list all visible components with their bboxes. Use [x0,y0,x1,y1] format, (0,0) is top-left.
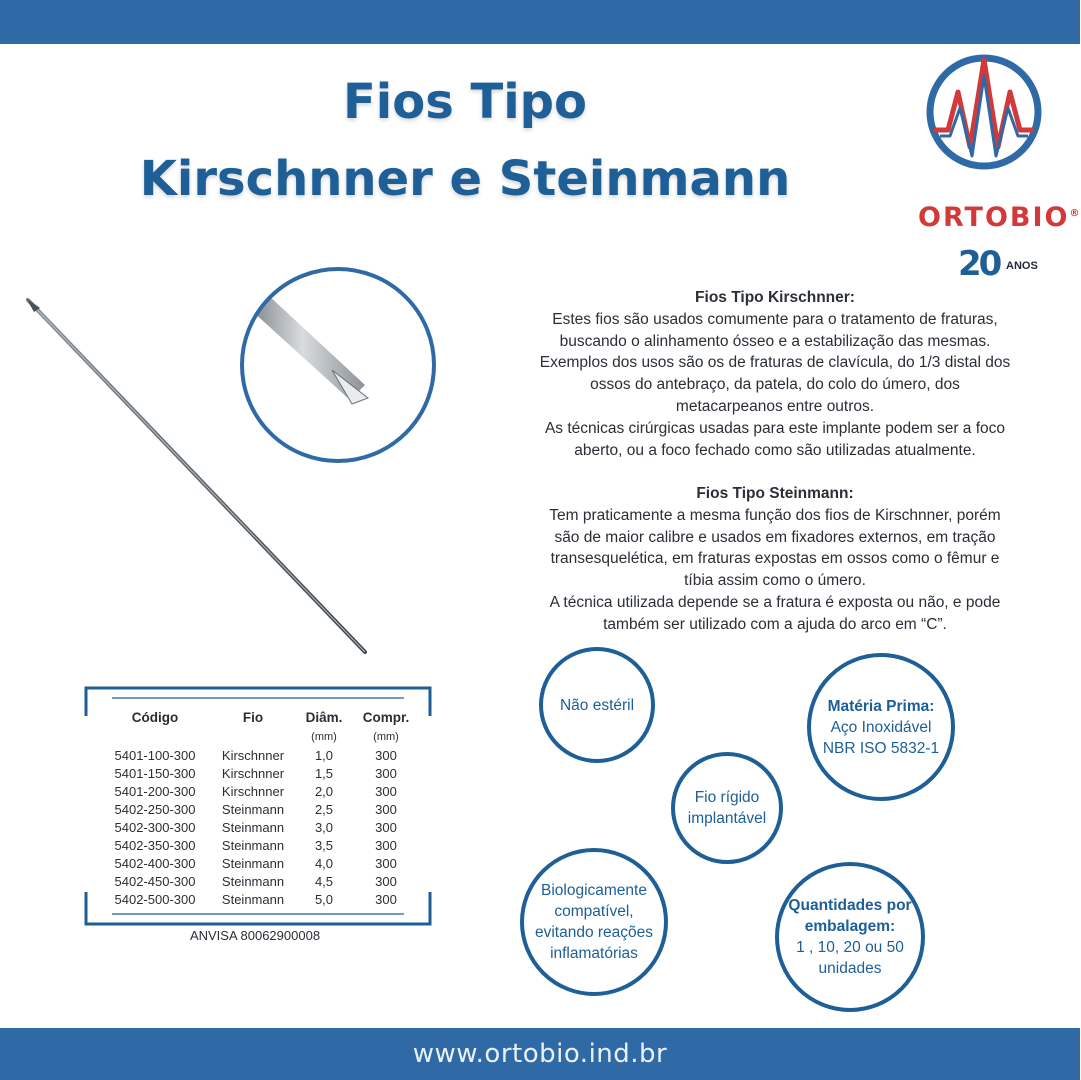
desc-line: Estes fios são usados comumente para o tratamento de fraturas, [552,310,998,328]
cell-fio: Kirschnner [221,747,285,763]
cell-codigo: 5402-350-300 [114,837,196,853]
desc-line: ossos do antebraço, da patela, do colo do úmero, dos [590,376,960,394]
col-codigo: Código [131,709,179,725]
logo-years-label: ANOS [1006,260,1038,272]
unit-cell [210,728,296,746]
kirschnner-heading: Fios Tipo Kirschnner: [695,289,855,306]
table-row [100,818,420,836]
anvisa-registration: ANVISA 80062900008 [189,928,321,943]
feature-qtd-line: 1 , 10, 20 ou 50 [796,939,904,956]
cell-diametro: 3,5 [314,837,334,853]
col-comprimento: Compr. [362,709,410,725]
feature-qtd-heading: embalagem: [804,918,896,935]
steinmann-description [520,483,1030,636]
feature-materia-line: Aço Inoxidável [830,718,932,736]
feature-bio-line: compatível, [554,903,634,920]
cell-codigo: 5402-450-300 [114,873,196,889]
desc-line: A técnica utilizada depende se a fratura é exposta ou não, e pode [549,593,1001,611]
cell-comprimento: 300 [375,783,397,799]
page-title-line2: Kirschnner e Steinmann [139,151,791,207]
table-row [100,836,420,854]
feature-fio-rigido-line: implantável [687,810,767,827]
cell-diametro: 2,0 [314,783,334,799]
cell-comprimento: 300 [375,855,397,871]
feature-materia-line: NBR ISO 5832-1 [822,739,940,757]
table-row [100,800,420,818]
kirschnner-description [520,287,1030,461]
cell-fio: Steinmann [221,855,285,871]
steinmann-heading: Fios Tipo Steinmann: [696,485,854,502]
cell-diametro: 4,0 [314,855,334,871]
desc-line: As técnicas cirúrgicas usadas para este implante podem ser a foco [544,419,1006,437]
table-header-row [100,706,420,728]
desc-line: também ser utilizado com a ajuda do arco em “C”. [603,615,947,633]
cell-codigo: 5401-100-300 [114,747,196,763]
table-row [100,854,420,872]
ortobio-logo [918,52,1081,284]
table-row [100,872,420,890]
feature-qtd-line: unidades [818,960,882,977]
cell-comprimento: 300 [375,837,397,853]
table-row [100,764,420,782]
cell-diametro: 5,0 [314,891,334,907]
website-link[interactable]: www.ortobio.ind.br [412,1039,668,1069]
cell-codigo: 5402-300-300 [114,819,196,835]
logo-brand-name [918,202,1081,233]
cell-fio: Kirschnner [221,783,285,799]
desc-line: aberto, ou a foco fechado como são utilizadas atualmente. [574,441,976,459]
feature-bio-line: evitando reações [534,924,654,941]
unit-cell [100,728,210,746]
cell-comprimento: 300 [375,891,397,907]
desc-line: Exemplos dos usos são os de fraturas de clavícula, do 1/3 distal dos [539,354,1011,372]
desc-line: tíbia assim como o úmero. [684,572,866,590]
feature-bio-line: Biologicamente [541,882,647,899]
feature-quantidades [775,862,925,1012]
cell-comprimento: 300 [375,819,397,835]
cell-diametro: 2,5 [314,801,334,817]
wire-product-image [20,260,420,670]
desc-line: metacarpeanos entre outros. [675,397,875,415]
col-fio: Fio [242,709,264,725]
feature-bio-line: inflamatórias [550,945,638,962]
feature-materia-prima [807,653,955,801]
product-table [100,706,420,908]
feature-materia-heading: Matéria Prima: [827,697,935,715]
table-row [100,782,420,800]
cell-fio: Steinmann [221,837,285,853]
desc-line: buscando o alinhamento ósseo e a estabilização das mesmas. [559,332,991,350]
cell-codigo: 5401-150-300 [114,765,196,781]
registered-mark: ® [1069,208,1081,219]
cell-fio: Kirschnner [221,765,285,781]
cell-codigo: 5402-400-300 [114,855,196,871]
cell-fio: Steinmann [221,819,285,835]
feature-biocompativel [520,848,668,996]
cell-codigo: 5401-200-300 [114,783,196,799]
cell-diametro: 3,0 [314,819,334,835]
page-title-line1: Fios Tipo [342,74,588,130]
cell-comprimento: 300 [375,765,397,781]
cell-diametro: 1,5 [314,765,334,781]
feature-nao-esteril-text: Não estéril [559,696,635,714]
top-bar [0,0,1080,44]
feature-fio-rigido-line: Fio rígido [694,789,760,806]
table-row [100,746,420,764]
feature-fio-rigido [671,752,783,864]
cell-comprimento: 300 [375,747,397,763]
unit-cell: (mm) [373,731,399,743]
cell-diametro: 4,5 [314,873,334,889]
desc-line: transesquelética, em fraturas expostas em ossos como o fêmur e [550,550,1000,568]
logo-years: 20 [958,244,1000,284]
col-diametro: Diâm. [305,709,343,725]
logo-emblem-icon [918,52,1050,202]
feature-nao-esteril [539,647,655,763]
cell-comprimento: 300 [375,801,397,817]
cell-fio: Steinmann [221,801,285,817]
logo-brand-text: ORTOBIO [918,202,1070,233]
cell-diametro: 1,0 [314,747,334,763]
footer-bar [0,1028,1080,1080]
cell-fio: Steinmann [221,891,285,907]
desc-line: Tem praticamente a mesma função dos fios de Kirschnner, porém [549,506,1001,524]
desc-line: são de maior calibre e usados em fixadores externos, em tração [554,528,996,546]
cell-codigo: 5402-500-300 [114,891,196,907]
unit-cell: (mm) [311,731,337,743]
cell-codigo: 5402-250-300 [114,801,196,817]
cell-fio: Steinmann [221,873,285,889]
cell-comprimento: 300 [375,873,397,889]
table-row [100,890,420,908]
feature-qtd-heading: Quantidades por [788,897,912,914]
table-unit-row [100,728,420,746]
